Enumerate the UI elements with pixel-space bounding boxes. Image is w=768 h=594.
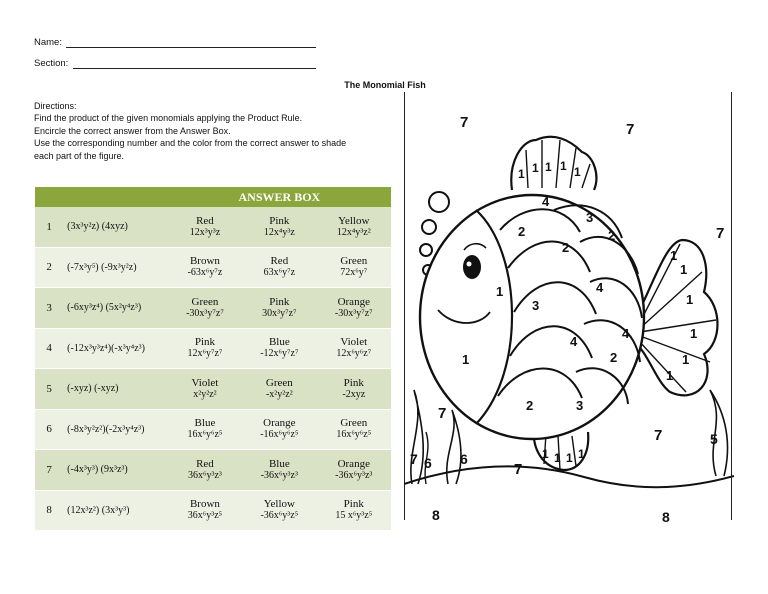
tail-fin-icon	[634, 240, 718, 395]
answer-box-row	[35, 369, 391, 410]
figure-number: 1	[542, 447, 549, 461]
answer-choice[interactable]	[168, 247, 242, 288]
answer-choice[interactable]	[168, 288, 242, 329]
figure-number: 1	[545, 160, 552, 174]
answer-choice[interactable]	[168, 328, 242, 369]
figure-number: 2	[518, 224, 526, 239]
answer-color: Red	[196, 214, 214, 227]
figure-number: 8	[432, 507, 440, 522]
answer-choice[interactable]	[317, 490, 391, 531]
answer-choice[interactable]	[317, 288, 391, 329]
answer-value: 12x⁶y⁷z⁷	[187, 348, 223, 360]
directions-line: each part of the figure.	[34, 150, 125, 161]
answer-value: -36x⁶y³z³	[260, 469, 298, 481]
answer-choice[interactable]	[242, 288, 316, 329]
problem-expression: (-7x³y⁵) (-9x³y²z)	[63, 247, 168, 288]
answer-value: -36x⁶y³z³	[335, 469, 373, 481]
monomial-fish-figure	[404, 92, 734, 522]
figure-number: 1	[518, 167, 525, 181]
figure-number: 6	[460, 451, 468, 467]
answer-choice[interactable]	[317, 207, 391, 247]
bubble-icon	[420, 244, 432, 256]
answer-color: Pink	[194, 336, 216, 349]
figure-number: 1	[670, 248, 678, 263]
answer-value: -63x⁶y⁷z	[187, 267, 223, 279]
answer-box-row	[35, 450, 391, 491]
answer-choice[interactable]	[168, 409, 242, 450]
figure-number: 7	[410, 451, 418, 467]
answer-choice[interactable]	[317, 409, 391, 450]
answer-color: Pink	[343, 376, 364, 389]
figure-number: 1	[690, 326, 698, 341]
answer-value: 16x⁶y⁶z⁵	[187, 429, 223, 441]
answer-choice[interactable]	[168, 369, 242, 410]
answer-color: Blue	[194, 417, 216, 430]
figure-number: 7	[438, 405, 447, 422]
answer-box-row	[35, 490, 391, 531]
answer-value: 30x³y⁷z⁷	[262, 307, 297, 319]
figure-number: 3	[576, 398, 584, 413]
answer-value: -2xyz	[342, 388, 366, 400]
answer-color: Yellow	[338, 214, 370, 227]
answer-box	[35, 187, 391, 531]
answer-value: 12x⁴y³z	[263, 226, 295, 238]
problem-number: 4	[35, 328, 63, 369]
answer-color: Orange	[263, 417, 296, 430]
answer-color: Violet	[340, 336, 368, 349]
problem-expression: (-12x³y³z⁴)(-x³y⁴z³)	[63, 328, 168, 369]
directions-heading: Directions:	[34, 101, 77, 111]
figure-number: 4	[622, 326, 630, 341]
answer-value: 63x⁶y⁷z	[263, 267, 296, 279]
figure-number: 4	[542, 194, 550, 209]
answer-box-heading: ANSWER BOX	[168, 187, 391, 207]
answer-value: 72x⁶y⁷	[340, 267, 368, 279]
answer-box-row	[35, 207, 391, 247]
answer-color: Orange	[337, 295, 370, 308]
answer-value: 36x⁶y³z³	[187, 469, 222, 481]
problem-expression: (-6xy³z⁴) (5x²y⁴z³)	[63, 288, 168, 329]
figure-number: 1	[680, 262, 688, 277]
answer-color: Red	[196, 457, 214, 470]
problem-expression: (3x³y²z) (4xyz)	[63, 207, 168, 247]
problem-number: 3	[35, 288, 63, 329]
seaweed-left-icon	[411, 390, 423, 484]
answer-color: Blue	[268, 336, 290, 349]
figure-number: 1	[566, 451, 573, 465]
answer-value: 36x⁶y³z⁵	[187, 510, 223, 522]
problem-number: 2	[35, 247, 63, 288]
answer-color: Pink	[269, 295, 290, 308]
answer-choice[interactable]	[242, 490, 316, 531]
figure-number: 2	[610, 350, 618, 365]
answer-choice[interactable]	[242, 328, 316, 369]
answer-choice[interactable]	[317, 450, 391, 491]
answer-color: Green	[191, 295, 219, 308]
figure-number: 2	[526, 398, 534, 413]
section-label: Section:	[34, 58, 69, 69]
answer-value: -30x³y⁷z⁷	[186, 307, 224, 319]
answer-value: 16x⁶y⁶z⁵	[336, 429, 372, 441]
answer-choice[interactable]	[168, 207, 242, 247]
answer-color: Blue	[268, 457, 290, 470]
figure-number: 7	[654, 427, 663, 444]
figure-number: 1	[574, 165, 581, 179]
answer-color: Violet	[191, 376, 219, 389]
answer-choice[interactable]	[242, 409, 316, 450]
fish-eye-icon	[463, 255, 481, 279]
figure-number: 7	[514, 461, 523, 478]
problem-number: 8	[35, 490, 63, 531]
answer-choice[interactable]	[242, 207, 316, 247]
figure-number: 6	[424, 455, 432, 471]
answer-choice[interactable]	[317, 369, 391, 410]
problem-number: 5	[35, 369, 63, 410]
answer-color: Green	[340, 417, 368, 430]
answer-color: Yellow	[263, 498, 295, 511]
figure-number: 1	[554, 451, 561, 465]
answer-box-row	[35, 247, 391, 288]
figure-number: 2	[562, 240, 570, 255]
figure-number: 1	[682, 352, 690, 367]
figure-number: 7	[626, 121, 635, 138]
figure-number: 1	[666, 368, 674, 383]
page-title: The Monomial Fish	[344, 80, 426, 90]
figure-number: 1	[686, 292, 694, 307]
answer-color: Brown	[189, 255, 220, 268]
figure-number: 1	[560, 159, 567, 173]
answer-value: -12x⁶y⁷z⁷	[260, 348, 299, 360]
figure-number: 4	[570, 334, 578, 349]
answer-color: Green	[265, 376, 293, 389]
answer-color: Brown	[189, 498, 220, 511]
figure-number: 4	[596, 280, 604, 295]
directions-line: Use the corresponding number and the color from the correct answer to shade	[34, 138, 347, 149]
answer-value: 12x³y³z	[189, 226, 221, 238]
answer-color: Red	[270, 255, 289, 268]
answer-color: Pink	[269, 214, 290, 227]
figure-number: 1	[532, 161, 539, 175]
figure-right-border	[731, 92, 732, 520]
answer-choice[interactable]	[168, 490, 242, 531]
answer-choice[interactable]	[242, 369, 316, 410]
answer-value: 12x⁶y⁶z⁷	[336, 348, 372, 360]
figure-number: 1	[496, 284, 504, 299]
answer-choice[interactable]	[168, 450, 242, 491]
problem-expression: (-xyz) (-xyz)	[63, 369, 168, 410]
name-field[interactable]	[66, 47, 316, 48]
problem-expression: (12x³z²) (3x³y³)	[63, 490, 168, 531]
answer-choice[interactable]	[317, 328, 391, 369]
answer-choice[interactable]	[317, 247, 391, 288]
problem-number: 6	[35, 409, 63, 450]
answer-color: Orange	[337, 457, 370, 470]
directions-line: Encircle the correct answer from the Answer Box.	[34, 125, 231, 136]
answer-color: Pink	[343, 498, 364, 511]
bubble-icon	[422, 220, 436, 234]
problem-number: 7	[35, 450, 63, 491]
answer-choice[interactable]	[242, 450, 316, 491]
section-field[interactable]	[73, 68, 316, 69]
bubble-icon	[429, 192, 449, 212]
figure-number: 3	[532, 298, 540, 313]
answer-value: -36x⁶y³z⁵	[260, 510, 299, 522]
figure-number: 3	[586, 210, 594, 225]
answer-value: 15 x⁶y³z⁵	[335, 510, 373, 522]
answer-color: Green	[340, 255, 368, 268]
answer-value: x²y²z²	[193, 388, 217, 400]
problem-expression: (-8x³y²z²)(-2x³y⁴z³)	[63, 409, 168, 450]
directions	[34, 100, 394, 162]
figure-number: 1	[578, 447, 585, 461]
answer-choice[interactable]	[242, 247, 316, 288]
answer-box-row	[35, 328, 391, 369]
answer-box-header-spacer	[35, 187, 168, 207]
fish-eye-highlight	[467, 262, 472, 267]
figure-number: 5	[710, 431, 718, 447]
figure-number: 1	[462, 352, 470, 367]
directions-line: Find the product of the given monomials applying the Product Rule.	[34, 113, 303, 124]
answer-box-row	[35, 288, 391, 329]
figure-number: 7	[716, 225, 725, 242]
problem-expression: (-4x³y³) (9x³z³)	[63, 450, 168, 491]
problem-number: 1	[35, 207, 63, 247]
figure-number: 8	[662, 509, 670, 522]
answer-value: -x²y²z²	[265, 388, 293, 400]
answer-value: -30x³y⁷z⁷	[334, 307, 373, 319]
answer-box-row	[35, 409, 391, 450]
answer-value: -16x⁶y⁶z⁵	[260, 429, 299, 441]
figure-number: 7	[460, 114, 469, 131]
figure-number: 2	[608, 228, 616, 243]
answer-value: 12x⁴y³z²	[336, 226, 371, 238]
name-label: Name:	[34, 37, 62, 48]
